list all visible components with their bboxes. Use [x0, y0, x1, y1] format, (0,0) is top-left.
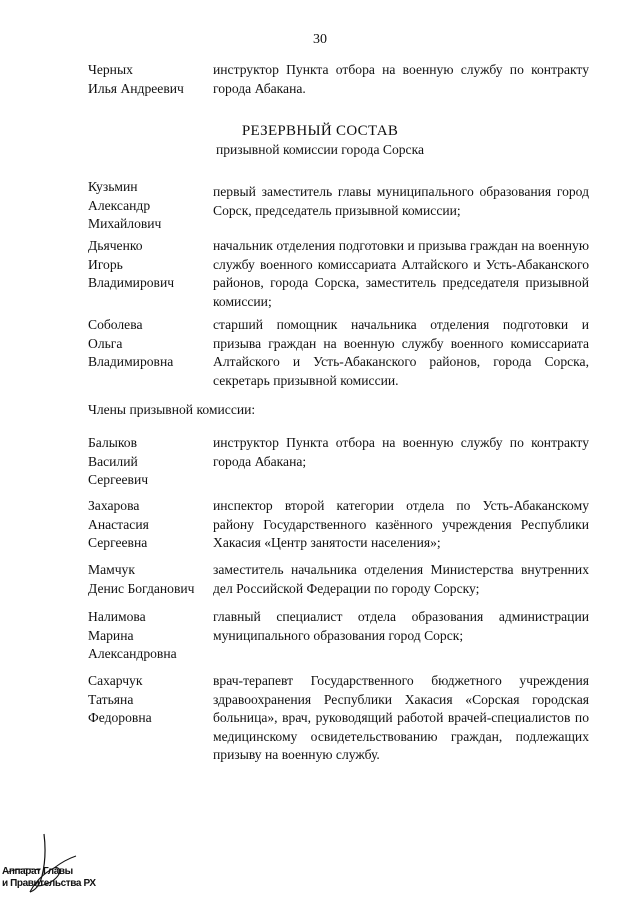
person-role: начальник отделения подготовки и призыва граждан на военную службу военного комиссариата Алтайского и Усть-Абаканского районов, города Сорска, заместитель председателя призывной комиссии; — [213, 238, 589, 309]
person-role: главный специалист отдела образования администрации муниципального образования город Сорск; — [213, 609, 589, 643]
name-line: Налимова — [88, 609, 146, 624]
name-line: Балыков — [88, 435, 138, 450]
name-line: Александр — [88, 197, 151, 213]
stamp-text — [2, 866, 96, 890]
page-number: 30 — [313, 32, 327, 47]
name-line: Александровна — [88, 646, 177, 662]
person-name — [88, 608, 206, 664]
name-line: Анастасия — [88, 516, 149, 532]
name-line: Захарова — [88, 498, 140, 513]
name-line: Соболева — [88, 317, 143, 332]
section-heading — [0, 122, 640, 159]
name-line: Ольга — [88, 335, 123, 351]
person-role: инспектор второй категории отдела по Усть-Абаканскому району Государственного казённого учреждения Республики Хакасия «Центр занятости населения»; — [213, 498, 589, 551]
section-subtitle: призывной комиссии города Сорска — [215, 142, 425, 157]
person-role: врач-терапевт Государственного бюджетного учреждения здравоохранения Республики Хакасия «Сорская городская больница», врач, руководящий работой врачей-специалистов по медицинскому освидетельствованию граждан, подлежащих призыву на военную службу. — [213, 673, 589, 763]
name-line: Михайлович — [88, 216, 162, 232]
person-name — [88, 672, 206, 728]
name-line: Черных — [88, 62, 133, 77]
person-role: первый заместитель главы муниципального образования город Сорск, председатель призывной комиссии; — [213, 184, 589, 218]
person-name — [88, 497, 206, 553]
stamp-line: Аппарат Главы — [2, 866, 73, 877]
name-line: Сергеевич — [88, 472, 149, 488]
name-line: Василий — [88, 453, 138, 469]
person-name — [88, 178, 206, 234]
name-line: Сахарчук — [88, 673, 143, 688]
person-role: инструктор Пункта отбора на военную службу по контракту города Абакана; — [213, 435, 589, 469]
name-line: Игорь — [88, 256, 123, 272]
name-line: Владимирович — [88, 275, 175, 291]
name-line: Мамчук — [88, 562, 135, 577]
section-title: РЕЗЕРВНЫЙ СОСТАВ — [241, 123, 399, 139]
name-line: Татьяна — [88, 691, 134, 707]
stamp-line: и Правительства РХ — [2, 878, 96, 889]
name-line: Дьяченко — [88, 238, 143, 253]
person-name — [88, 316, 206, 372]
person-role: старший помощник начальника отделения подготовки и призыва граждан на военную службу военного комиссариата Алтайского и Усть-Абаканского районов, города Сорска, секретарь призывной комиссии. — [213, 317, 589, 388]
name-line: Марина — [88, 627, 134, 643]
name-line: Сергеевна — [88, 535, 148, 551]
person-role: заместитель начальника отделения Министерства внутренних дел Российской Федерации по городу Сорску; — [213, 562, 589, 596]
person-name — [88, 237, 206, 293]
person-name — [88, 61, 206, 98]
person-role: инструктор Пункта отбора на военную службу по контракту города Абакана. — [213, 62, 589, 96]
name-line: Владимировна — [88, 354, 174, 370]
name-line: Илья Андреевич — [88, 80, 184, 96]
members-label: Члены призывной комиссии: — [88, 402, 256, 417]
name-line: Федоровна — [88, 710, 152, 726]
person-name — [88, 434, 206, 490]
name-line: Кузьмин — [88, 179, 138, 194]
name-line: Денис Богданович — [88, 580, 195, 596]
person-name — [88, 561, 206, 598]
